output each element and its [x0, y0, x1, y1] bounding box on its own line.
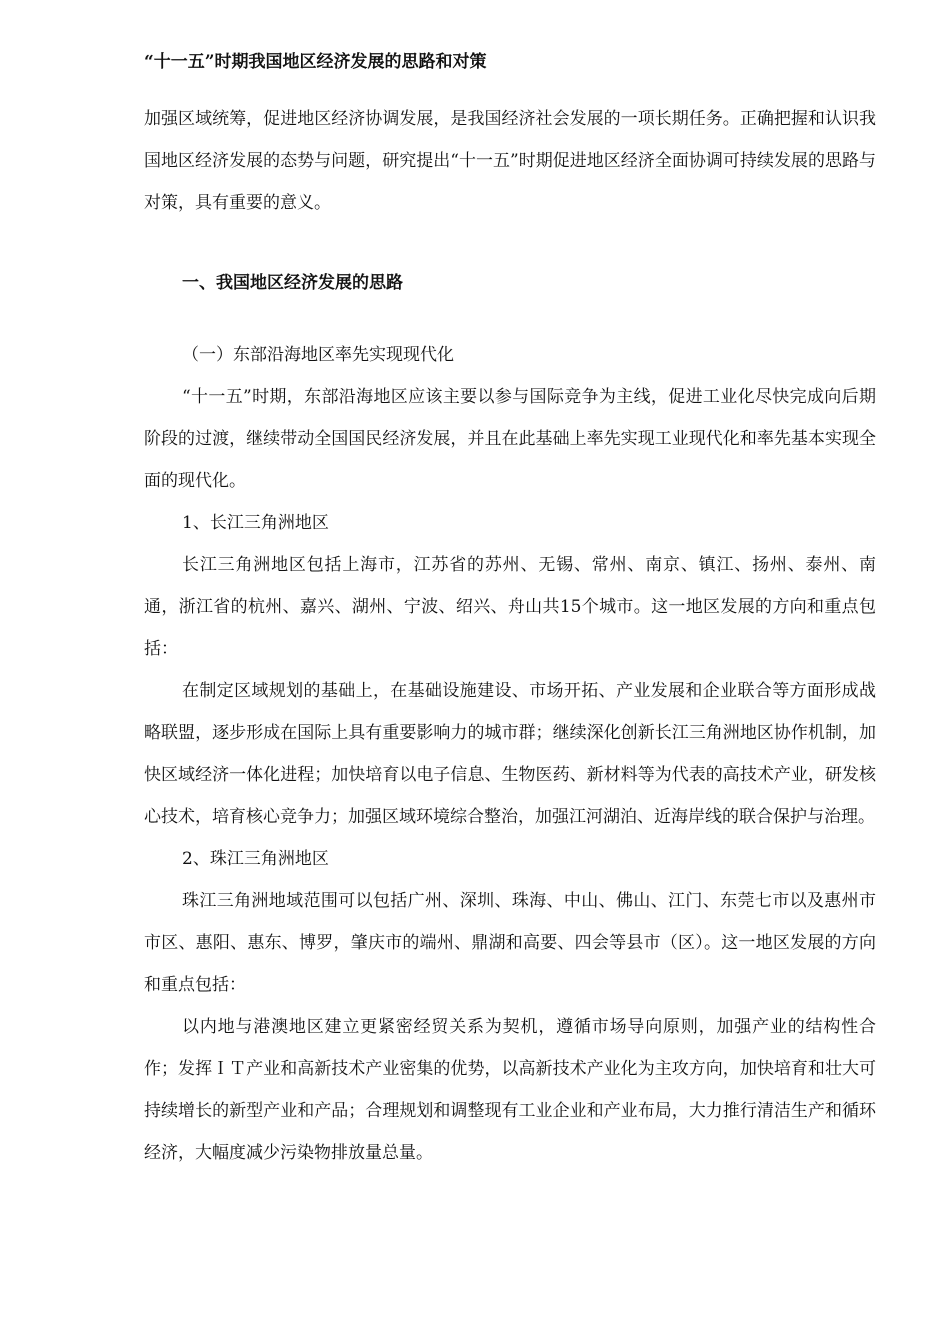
intro-paragraph: 加强区域统筹，促进地区经济协调发展，是我国经济社会发展的一项长期任务。正确把握和认识我国地区经济发展的态势与问题，研究提出“十一五”时期促进地区经济全面协调可持续发展的思路与对策，具有重要的意义。	[144, 109, 876, 213]
pearl-delta-paragraph-2: 以内地与港澳地区建立更紧密经贸关系为契机，遵循市场导向原则，加强产业的结构性合作；发挥ＩＴ产业和高新技术产业密集的优势，以高新技术产业化为主攻方向，加快培育和壮大可持续增长的新型产业和产品；合理规划和调整现有工业企业和产业布局，大力推行清洁生产和循环经济，大幅度减少污染物排放量总量。	[144, 1017, 876, 1163]
document-body	[144, 44, 876, 1174]
section-heading-1: 一、我国地区经济发展的思路	[182, 273, 403, 293]
yangtze-delta-paragraph-1: 长江三角洲地区包括上海市，江苏省的苏州、无锡、常州、南京、镇江、扬州、泰州、南通，浙江省的杭州、嘉兴、湖州、宁波、绍兴、舟山共15个城市。这一地区发展的方向和重点包括：	[144, 555, 876, 659]
pearl-delta-heading: 2、珠江三角洲地区	[182, 849, 329, 869]
east-coast-paragraph: “十一五”时期，东部沿海地区应该主要以参与国际竞争为主线，促进工业化尽快完成向后期阶段的过渡，继续带动全国国民经济发展，并且在此基础上率先实现工业现代化和率先基本实现全面的现代化。	[144, 387, 876, 491]
yangtze-delta-paragraph-2: 在制定区域规划的基础上，在基础设施建设、市场开拓、产业发展和企业联合等方面形成战略联盟，逐步形成在国际上具有重要影响力的城市群；继续深化创新长江三角洲地区协作机制，加快区域经济一体化进程；加快培育以电子信息、生物医药、新材料等为代表的高技术产业，研发核心技术，培育核心竞争力；加强区域环境综合整治，加强江河湖泊、近海岸线的联合保护与治理。	[144, 681, 876, 827]
pearl-delta-paragraph-1: 珠江三角洲地域范围可以包括广州、深圳、珠海、中山、佛山、江门、东莞七市以及惠州市市区、惠阳、惠东、博罗，肇庆市的端州、鼎湖和高要、四会等县市（区）。这一地区发展的方向和重点包括：	[144, 891, 876, 995]
yangtze-delta-heading: 1、长江三角洲地区	[182, 513, 329, 533]
subsection-heading-east-coast: （一）东部沿海地区率先实现现代化	[182, 345, 454, 365]
document-title: “十一五”时期我国地区经济发展的思路和对策	[144, 52, 487, 72]
